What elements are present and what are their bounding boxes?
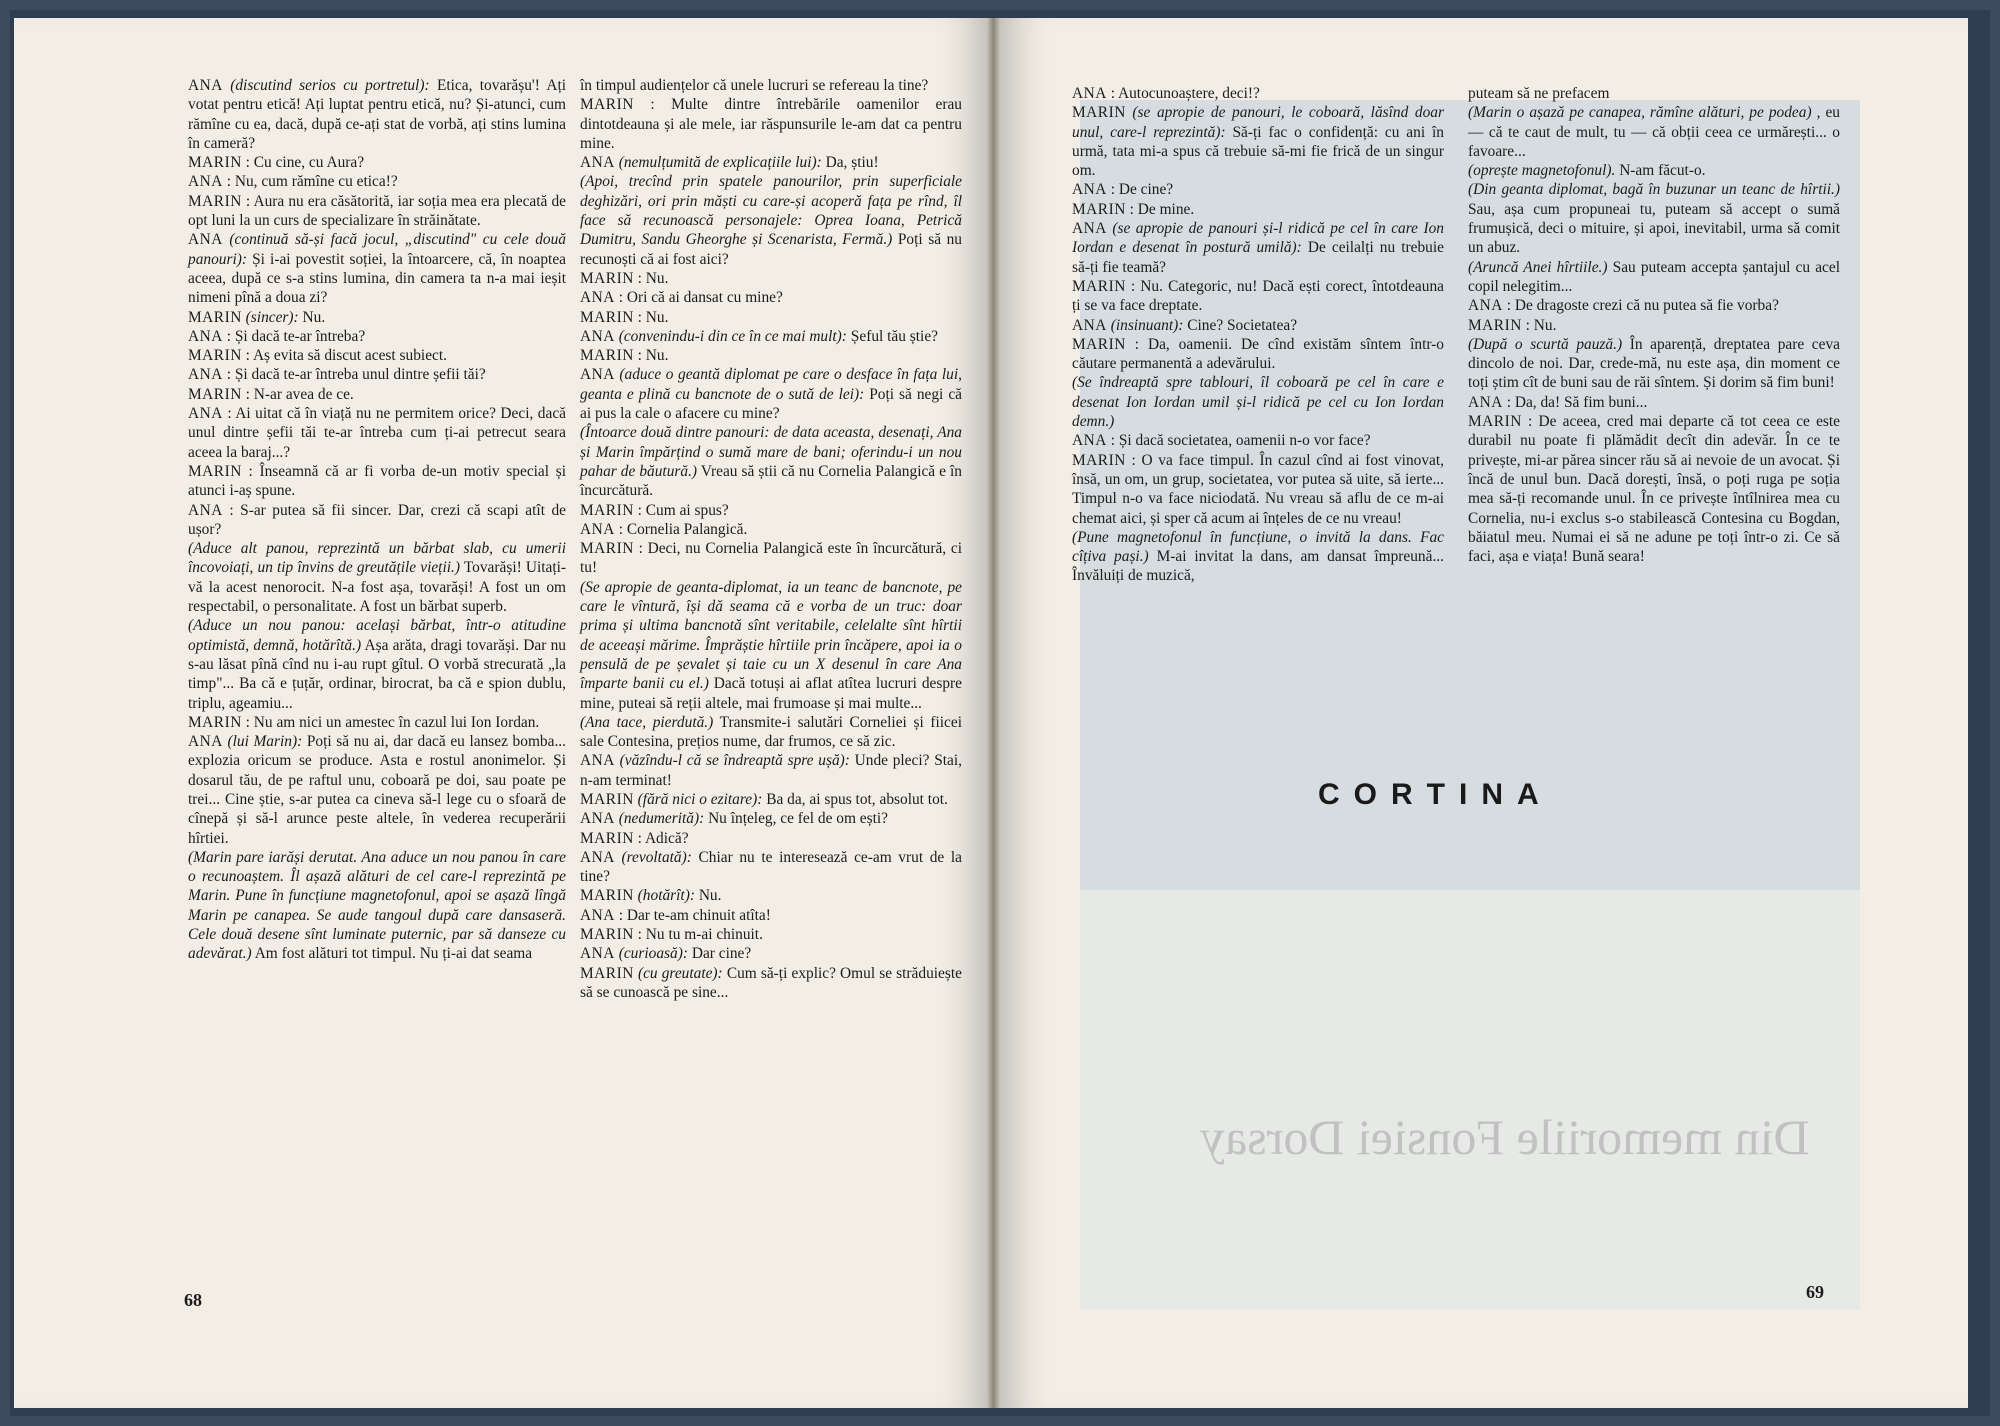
dialogue-line — [580, 829, 962, 848]
speaker-name: MARIN — [1072, 335, 1126, 353]
speaker-name: MARIN — [188, 462, 242, 480]
curtain-heading: CORTINA — [1318, 778, 1553, 811]
speaker-name: MARIN — [188, 192, 242, 210]
dialogue-text: Etica, tovarășu'! Ați votat pentru etică! Ați luptat pentru etică, nu? Și-atunci, cum rămîne cu ea, dacă, după ce-ați stat de vorbă, ați stins lumina în cameră? — [188, 77, 566, 152]
speaker-name: MARIN — [580, 926, 634, 944]
dialogue-line — [1468, 180, 1840, 257]
speaker-name: ANA — [188, 405, 223, 423]
dialogue-text: : Nu. Categoric, nu! Dacă ești corect, întotdeauna ți se va face dreptate. — [1072, 277, 1444, 315]
dialogue-text: : Aș evita să discut acest subiect. — [245, 347, 447, 365]
dialogue-text: Da, știu! — [825, 154, 879, 172]
dialogue-line — [580, 886, 962, 905]
dialogue-line — [580, 906, 962, 925]
dialogue-line — [1468, 84, 1840, 103]
right-page — [1000, 18, 1968, 1408]
dialogue-line — [580, 365, 962, 423]
speaker-name: ANA — [188, 733, 223, 751]
stage-direction: (hotărît): — [637, 887, 695, 905]
speaker-name: ANA — [1072, 220, 1107, 238]
dialogue-text: Sau, așa cum propuneai tu, puteam să accept o sumă frumușică, deci o mituire, și apoi, inevitabil, urma să comit un abuz. — [1468, 200, 1840, 257]
dialogue-text: : Adică? — [637, 829, 689, 847]
speaker-name: MARIN — [188, 347, 242, 365]
dialogue-line — [188, 153, 566, 172]
speaker-name: MARIN — [188, 308, 242, 326]
dialogue-line — [580, 288, 962, 307]
speaker-name: MARIN — [1072, 277, 1126, 295]
stage-direction: (Aduce alt panou, reprezintă un bărbat slab, cu umerii încovoiați, un tip învins de greutățile vieții.) — [188, 540, 566, 577]
dialogue-line — [580, 944, 962, 963]
stage-direction: (sincer): — [245, 308, 299, 326]
dialogue-line — [188, 848, 566, 964]
dialogue-line — [1072, 528, 1444, 586]
dialogue-line — [580, 964, 962, 1003]
page-number-left: 68 — [184, 1290, 202, 1310]
dialogue-text: : Și dacă societatea, oamenii n-o vor face? — [1110, 432, 1371, 450]
dialogue-text: Chiar nu te interesează ce-am vrut de la tine? — [580, 848, 962, 886]
faded-bleed-area — [1080, 890, 1860, 1310]
dialogue-line — [188, 172, 566, 191]
dialogue-text: Poți să nu ai, dar dacă eu lansez bomba... explozia oricum se produce. Asta e rostul anonimelor. Și dosarul tău, de pe raftul unu, coboară pe doi, sau poate pe trei... Cine știe, s-ar putea ca cineva să-l lege cu o sfoară de cînepă și să-l arunce peste altele, în vederea recuperării hîrtiei. — [188, 733, 566, 847]
right-column-2 — [1468, 84, 1840, 566]
dialogue-text: : De dragoste crezi că nu putea să fie vorba? — [1506, 297, 1779, 315]
dialogue-text: : Deci, nu Cornelia Palangică este în încurcătură, ci tu! — [580, 540, 962, 577]
dialogue-line — [188, 539, 566, 616]
dialogue-text: : Ai uitat că în viață nu ne permitem orice? Deci, dacă unul dintre șefii tăi te-ar întreba cum ți-ai petrecut seara aceea la baraj...? — [188, 405, 566, 461]
stage-direction: (nedumerită): — [618, 810, 705, 828]
dialogue-line — [1468, 103, 1840, 161]
dialogue-text: : Înseamnă că ar fi vorba de-un motiv special și atunci i-aș spune. — [188, 462, 566, 500]
dialogue-line — [188, 404, 566, 462]
dialogue-text: Poți să nu recunoști că ai fost aici? — [580, 231, 962, 268]
speaker-name: ANA — [188, 327, 223, 345]
dialogue-line — [580, 809, 962, 828]
speaker-name: ANA — [188, 77, 223, 94]
stage-direction: (revoltată): — [621, 848, 692, 866]
dialogue-text: : Și dacă te-ar întreba? — [226, 327, 366, 345]
dialogue-line — [188, 462, 566, 501]
stage-direction: (aduce o geantă diplomat pe care o desface în fața lui, geanta e plină cu bancnote de o sută de lei): — [580, 366, 962, 403]
speaker-name: MARIN — [580, 308, 634, 326]
dialogue-text: : Cornelia Palangică. — [618, 520, 748, 538]
dialogue-line — [188, 327, 566, 346]
dialogue-text: : Cu cine, cu Aura? — [245, 154, 365, 172]
dialogue-text: : De cine? — [1110, 181, 1174, 199]
stage-direction: (curioasă): — [618, 945, 688, 963]
speaker-name: ANA — [188, 231, 223, 249]
dialogue-text: M-ai invitat la dans, am dansat împreună... Învăluiți de muzică, — [1072, 548, 1444, 585]
speaker-name: MARIN — [580, 887, 634, 905]
speaker-name: ANA — [580, 366, 615, 384]
dialogue-text: : N-ar avea de ce. — [245, 385, 354, 403]
dialogue-text: Nu. — [302, 308, 326, 326]
speaker-name: ANA — [1072, 432, 1107, 450]
dialogue-line — [580, 848, 962, 887]
speaker-name: MARIN — [1072, 104, 1126, 122]
dialogue-text: : Da, da! Să fim buni... — [1506, 393, 1648, 411]
stage-direction: (convenindu-i din ce în ce mai mult): — [618, 327, 847, 345]
dialogue-text: : Da, oamenii. De cînd existăm sîntem într-o căutare permanentă a adevărului. — [1072, 335, 1444, 373]
speaker-name: ANA — [580, 289, 615, 307]
dialogue-text: Dar cine? — [691, 945, 752, 963]
dialogue-line — [580, 539, 962, 578]
stage-direction: (discutind serios cu portretul): — [230, 77, 430, 94]
speaker-name: ANA — [1072, 85, 1107, 102]
dialogue-text: Așa arăta, dragi tovarăși. Dar nu s-au lăsat pînă cînd nu i-au rupt gîtul. O vorbă strecurată „la timp"... Ba că e țuțăr, ordinar, birocrat, ba că e spion dublu, triplu, ageamiu... — [188, 636, 566, 712]
dialogue-line — [1072, 103, 1444, 180]
stage-direction: (oprește magnetofonul). — [1468, 162, 1616, 180]
dialogue-line — [580, 713, 962, 752]
stage-direction: (După o scurtă pauză.) — [1468, 335, 1623, 353]
dialogue-line — [1468, 393, 1840, 412]
dialogue-line — [580, 751, 962, 790]
speaker-name: ANA — [1468, 297, 1503, 315]
dialogue-text: În aparență, dreptatea pare ceva dincolo de noi. Dar, crede-mă, nu este așa, din moment ce toți știm cît de buni sau de răi sîntem. Și dorim să fim buni! — [1468, 335, 1840, 392]
speaker-name: MARIN — [580, 829, 634, 847]
dialogue-line — [188, 365, 566, 384]
speaker-name: ANA — [188, 173, 223, 191]
dialogue-text: Ba da, ai spus tot, absolut tot. — [766, 790, 948, 808]
dialogue-text: Dacă totuși ai aflat atîtea lucruri despre mine, puteai să reții altele, mai frumoase și mai multe... — [580, 675, 962, 712]
dialogue-line — [580, 578, 962, 713]
dialogue-text: : Ori că ai dansat cu mine? — [618, 289, 783, 307]
book-gutter — [987, 18, 1000, 1408]
dialogue-line — [1468, 161, 1840, 180]
dialogue-line — [1468, 296, 1840, 315]
dialogue-line — [188, 732, 566, 848]
speaker-name: MARIN — [580, 540, 634, 558]
dialogue-line — [580, 346, 962, 365]
stage-direction: (Ana tace, pierdută.) — [580, 713, 714, 731]
left-column-1 — [188, 76, 566, 964]
speaker-name: ANA — [580, 810, 615, 828]
speaker-name: MARIN — [188, 154, 242, 172]
speaker-name: ANA — [580, 752, 615, 770]
left-column-2 — [580, 76, 962, 1002]
dialogue-text: Transmite-i salutări Corneliei și fiicei sale Contesina, prețios nume, dar frumos, ce să zic. — [580, 713, 962, 751]
stage-direction: (cu greutate): — [637, 964, 723, 982]
dialogue-line — [1072, 335, 1444, 374]
stage-direction: (Pune magnetofonul în funcțiune, o invită la dans. Fac cîțiva pași.) — [1072, 528, 1444, 566]
speaker-name: MARIN — [580, 96, 634, 114]
dialogue-text: : Nu. — [637, 308, 669, 326]
dialogue-text: : Nu am nici un amestec în cazul lui Ion Iordan. — [245, 713, 540, 731]
speaker-name: MARIN — [580, 347, 634, 365]
stage-direction: (lui Marin): — [227, 733, 303, 751]
dialogue-text: Unde pleci? Stai, n-am terminat! — [580, 752, 962, 789]
stage-direction: (Se apropie de geanta-diplomat, ia un teanc de bancnote, pe care le vîntură, își dă seama că e vorba de un truc: doar prima și ultima bancnotă sînt veritabile, celelalte sînt hîrtii de aceeași mărime. Împrăștie hîrtiile prin încăpere, apoi ia o pensulă de pe șevalet și taie cu un X desenul în care Ana împarte banii cu el.) — [580, 578, 962, 693]
stage-direction: (nemulțumită de explicațiile lui): — [618, 154, 822, 172]
speaker-name: ANA — [580, 154, 615, 172]
dialogue-line — [580, 423, 962, 500]
dialogue-text: : Nu. — [637, 269, 669, 287]
dialogue-text: : Nu. — [1525, 316, 1557, 334]
dialogue-text: : S-ar putea să fii sincer. Dar, crezi că scapi atît de ușor? — [188, 501, 566, 538]
speaker-name: ANA — [1468, 393, 1503, 411]
dialogue-line — [1072, 277, 1444, 316]
stage-direction: (Aduce un nou panou: același bărbat, într-o atitudine optimistă, demnă, hotărîtă.) — [188, 617, 566, 654]
stage-direction: (Marin pare iarăși derutat. Ana aduce un nou panou în care o recunoaștem. Îl așază alături de cel care-l reprezintă pe Marin. Pune în funcțiune magnetofonul, apoi se așază lîngă Marin pe canapea. Se aude tangoul după care dansaseră. Cele două desene sînt luminate puternic, par să danseze cu adevărat.) — [188, 848, 566, 963]
dialogue-text: Vreau să știi că nu Cornelia Palangică e în încurcătură. — [580, 462, 962, 500]
dialogue-line — [580, 95, 962, 153]
stage-direction: (Apoi, trecînd prin spatele panourilor, prin superficiale deghizări, ori prin măști cu care-și acoperă fața pe rînd, îl face să recunoască personajele: Oprea Ioana, Petrică Dumitru, Sandu Gheorghe și Scenaristа, Fermă.) — [580, 173, 962, 249]
dialogue-text: Șeful tău știe? — [850, 327, 938, 345]
stage-direction: (Din geanta diplomat, bagă în buzunar un teanc de hîrtii.) — [1468, 181, 1840, 199]
dialogue-line — [1468, 412, 1840, 566]
speaker-name: ANA — [580, 327, 615, 345]
dialogue-line — [1072, 84, 1444, 103]
dialogue-line — [1072, 219, 1444, 277]
dialogue-text: , eu — că te caut de mult, tu — că obții ceea ce urmărești... o favoare... — [1468, 104, 1840, 160]
speaker-name: ANA — [1072, 316, 1107, 334]
dialogue-text: : De aceea, cred mai departe că tot ceea ce este durabil nu poate fi plămădit decît din adevăr. În ce te privește, mi-ar părea sincer rău să ai nevoie de un avocat. Și încă de unul bun. Dacă dorești, însă, o poți ruga pe soția mea să-ți recomande unul. În ce privește întîlnirea mea cu Cornelia, nu-i exclus s-o stabilească Contesina cu Bogdan, băiatul meu. Numai ei să ne adune pe toți într-o zi. Ce să faci, așa e viața! Bună seara! — [1468, 413, 1840, 566]
stage-direction: (se apropie de panouri, le coboară, lăsînd doar unul, care-l reprezintă): — [1072, 104, 1444, 141]
dialogue-line — [188, 501, 566, 540]
speaker-name: MARIN — [188, 385, 242, 403]
dialogue-text: Tovarăși! Uitați-vă la acest nenorocit. N-a fost așa, tovarăși! A fost un om respectabil, o personalitate. A fost un bărbat superb. — [188, 559, 567, 616]
speaker-name: ANA — [188, 501, 223, 519]
dialogue-line — [580, 76, 962, 95]
dialogue-line — [1072, 431, 1444, 450]
dialogue-text: : Multe dintre întrebările oamenilor erau dintotdeauna și ale mele, iar răspunsurile le-am dat ca pentru mine. — [580, 96, 962, 152]
dialogue-text: : O va face timpul. În cazul cînd ai fost vinovat, însă, un om, un grup, societatea, vor putea să uite, să ierte... Timpul n-o va face niciodată. Nu vreau să aflu de ce m-ai chemat aici, și sper că acum ai înțeles de ce nu vreau! — [1072, 451, 1444, 527]
dialogue-line — [188, 192, 566, 231]
dialogue-line — [188, 616, 566, 712]
left-page — [14, 18, 987, 1408]
dialogue-line — [188, 346, 566, 365]
stage-direction: (fără nici o ezitare): — [637, 790, 763, 808]
dialogue-line — [580, 790, 962, 809]
dialogue-line — [580, 172, 962, 268]
dialogue-text: : Dar te-am chinuit atîta! — [618, 906, 771, 924]
dialogue-line — [1072, 451, 1444, 528]
dialogue-text: puteam să ne prefacem — [1468, 85, 1610, 102]
dialogue-text: : Nu. — [637, 347, 669, 365]
dialogue-line — [580, 501, 962, 520]
dialogue-text: Cum să-ți explic? Omul se străduiește să se cunoască pe sine... — [580, 964, 962, 1001]
dialogue-line — [580, 327, 962, 346]
stage-direction: (văzîndu-l că se îndreaptă spre ușă): — [619, 752, 850, 770]
dialogue-line — [188, 308, 566, 327]
dialogue-line — [188, 230, 566, 307]
speaker-name: MARIN — [1072, 200, 1126, 218]
dialogue-line — [580, 925, 962, 944]
dialogue-text: în timpul audiențelor că unele lucruri se refereau la tine? — [580, 77, 929, 94]
dialogue-text: Sau puteam accepta șantajul cu acel copil nelegitim... — [1468, 258, 1840, 295]
dialogue-text: N-am făcut-o. — [1619, 162, 1706, 180]
dialogue-text: Nu înțeleg, ce fel de om ești? — [708, 810, 888, 828]
dialogue-text: Poți să negi că ai pus la cale o afacere cu mine? — [580, 385, 962, 423]
speaker-name: MARIN — [1468, 316, 1522, 334]
dialogue-line — [1072, 373, 1444, 431]
speaker-name: MARIN — [580, 269, 634, 287]
page-number-right: 69 — [1806, 1282, 1824, 1302]
stage-direction: (continuă să-și facă jocul, „discutind" cu cele două panouri): — [188, 231, 566, 268]
dialogue-line — [1072, 180, 1444, 199]
speaker-name: MARIN — [1072, 451, 1126, 469]
speaker-name: ANA — [580, 906, 615, 924]
stage-direction: (Se îndreaptă spre tablouri, îl coboară pe cel în care e desenat Ion Iordan umil și-l ridică pe cel cu Ion Iordan demn.) — [1072, 374, 1444, 431]
dialogue-text: : Cum ai spus? — [637, 501, 729, 519]
speaker-name: ANA — [1072, 181, 1107, 199]
dialogue-text: Să-ți fac o confidență: cu ani în urmă, tata mi-a spus că trebuie să-mi fie frică de un singur om. — [1072, 123, 1444, 180]
bleed-through-title: Din memoriile Fonsiei Dorsay — [1200, 1109, 1810, 1165]
dialogue-line — [188, 713, 566, 732]
dialogue-line — [1468, 335, 1840, 393]
dialogue-line — [1468, 258, 1840, 297]
dialogue-text: Nu. — [698, 887, 722, 905]
stage-direction: (Întoarce două dintre panouri: de data aceasta, desenați, Ana și Marin împărțind o sumă mare de bani; oferindu-i un nou pahar de băutură.) — [580, 424, 962, 480]
dialogue-text: Și i-ai povestit soției, la întoarcere, că, în noaptea aceea, după ce s-a stins lumina, din camera ta n-a mai ieșit nimeni pînă a doua zi? — [188, 250, 566, 307]
dialogue-text: Cine? Societatea? — [1187, 316, 1298, 334]
dialogue-text: : Și dacă te-ar întreba unul dintre șefii tăi? — [226, 366, 486, 384]
dialogue-line — [188, 76, 566, 153]
dialogue-text: : Nu, cum rămîne cu etica!? — [226, 173, 398, 191]
dialogue-line — [1468, 316, 1840, 335]
dialogue-text: De ceilalți nu trebuie să-ți fie teamă? — [1072, 239, 1444, 276]
speaker-name: ANA — [580, 945, 615, 963]
dialogue-line — [580, 520, 962, 539]
dialogue-text: : De mine. — [1129, 200, 1195, 218]
dialogue-line — [580, 308, 962, 327]
dialogue-text: : Autocunoaștere, deci!? — [1110, 85, 1260, 102]
dialogue-line — [1072, 316, 1444, 335]
speaker-name: MARIN — [580, 964, 634, 982]
dialogue-line — [188, 385, 566, 404]
stage-direction: (se apropie de panouri și-l ridică pe cel în care Ion Iordan e desenat în postură umilă): — [1072, 220, 1444, 257]
speaker-name: MARIN — [580, 501, 634, 519]
dialogue-text: : Aura nu era căsătorită, iar soția mea era plecată de opt luni la un curs de specializare în străinătate. — [188, 192, 566, 230]
dialogue-line — [580, 153, 962, 172]
speaker-name: MARIN — [1468, 413, 1522, 431]
speaker-name: MARIN — [188, 713, 242, 731]
dialogue-text: Am fost alături tot timpul. Nu ți-ai dat seama — [254, 945, 533, 963]
dialogue-line — [580, 269, 962, 288]
dialogue-text: : Nu tu m-ai chinuit. — [637, 926, 763, 944]
speaker-name: ANA — [580, 848, 615, 866]
speaker-name: MARIN — [580, 790, 634, 808]
stage-direction: (insinuant): — [1110, 316, 1184, 334]
speaker-name: ANA — [580, 520, 615, 538]
right-column-1 — [1072, 84, 1444, 586]
speaker-name: ANA — [188, 366, 223, 384]
stage-direction: (Aruncă Anei hîrtiile.) — [1468, 258, 1608, 276]
dialogue-line — [1072, 200, 1444, 219]
stage-direction: (Marin o așază pe canapea, rămîne alături, pe podea) — [1468, 104, 1812, 122]
